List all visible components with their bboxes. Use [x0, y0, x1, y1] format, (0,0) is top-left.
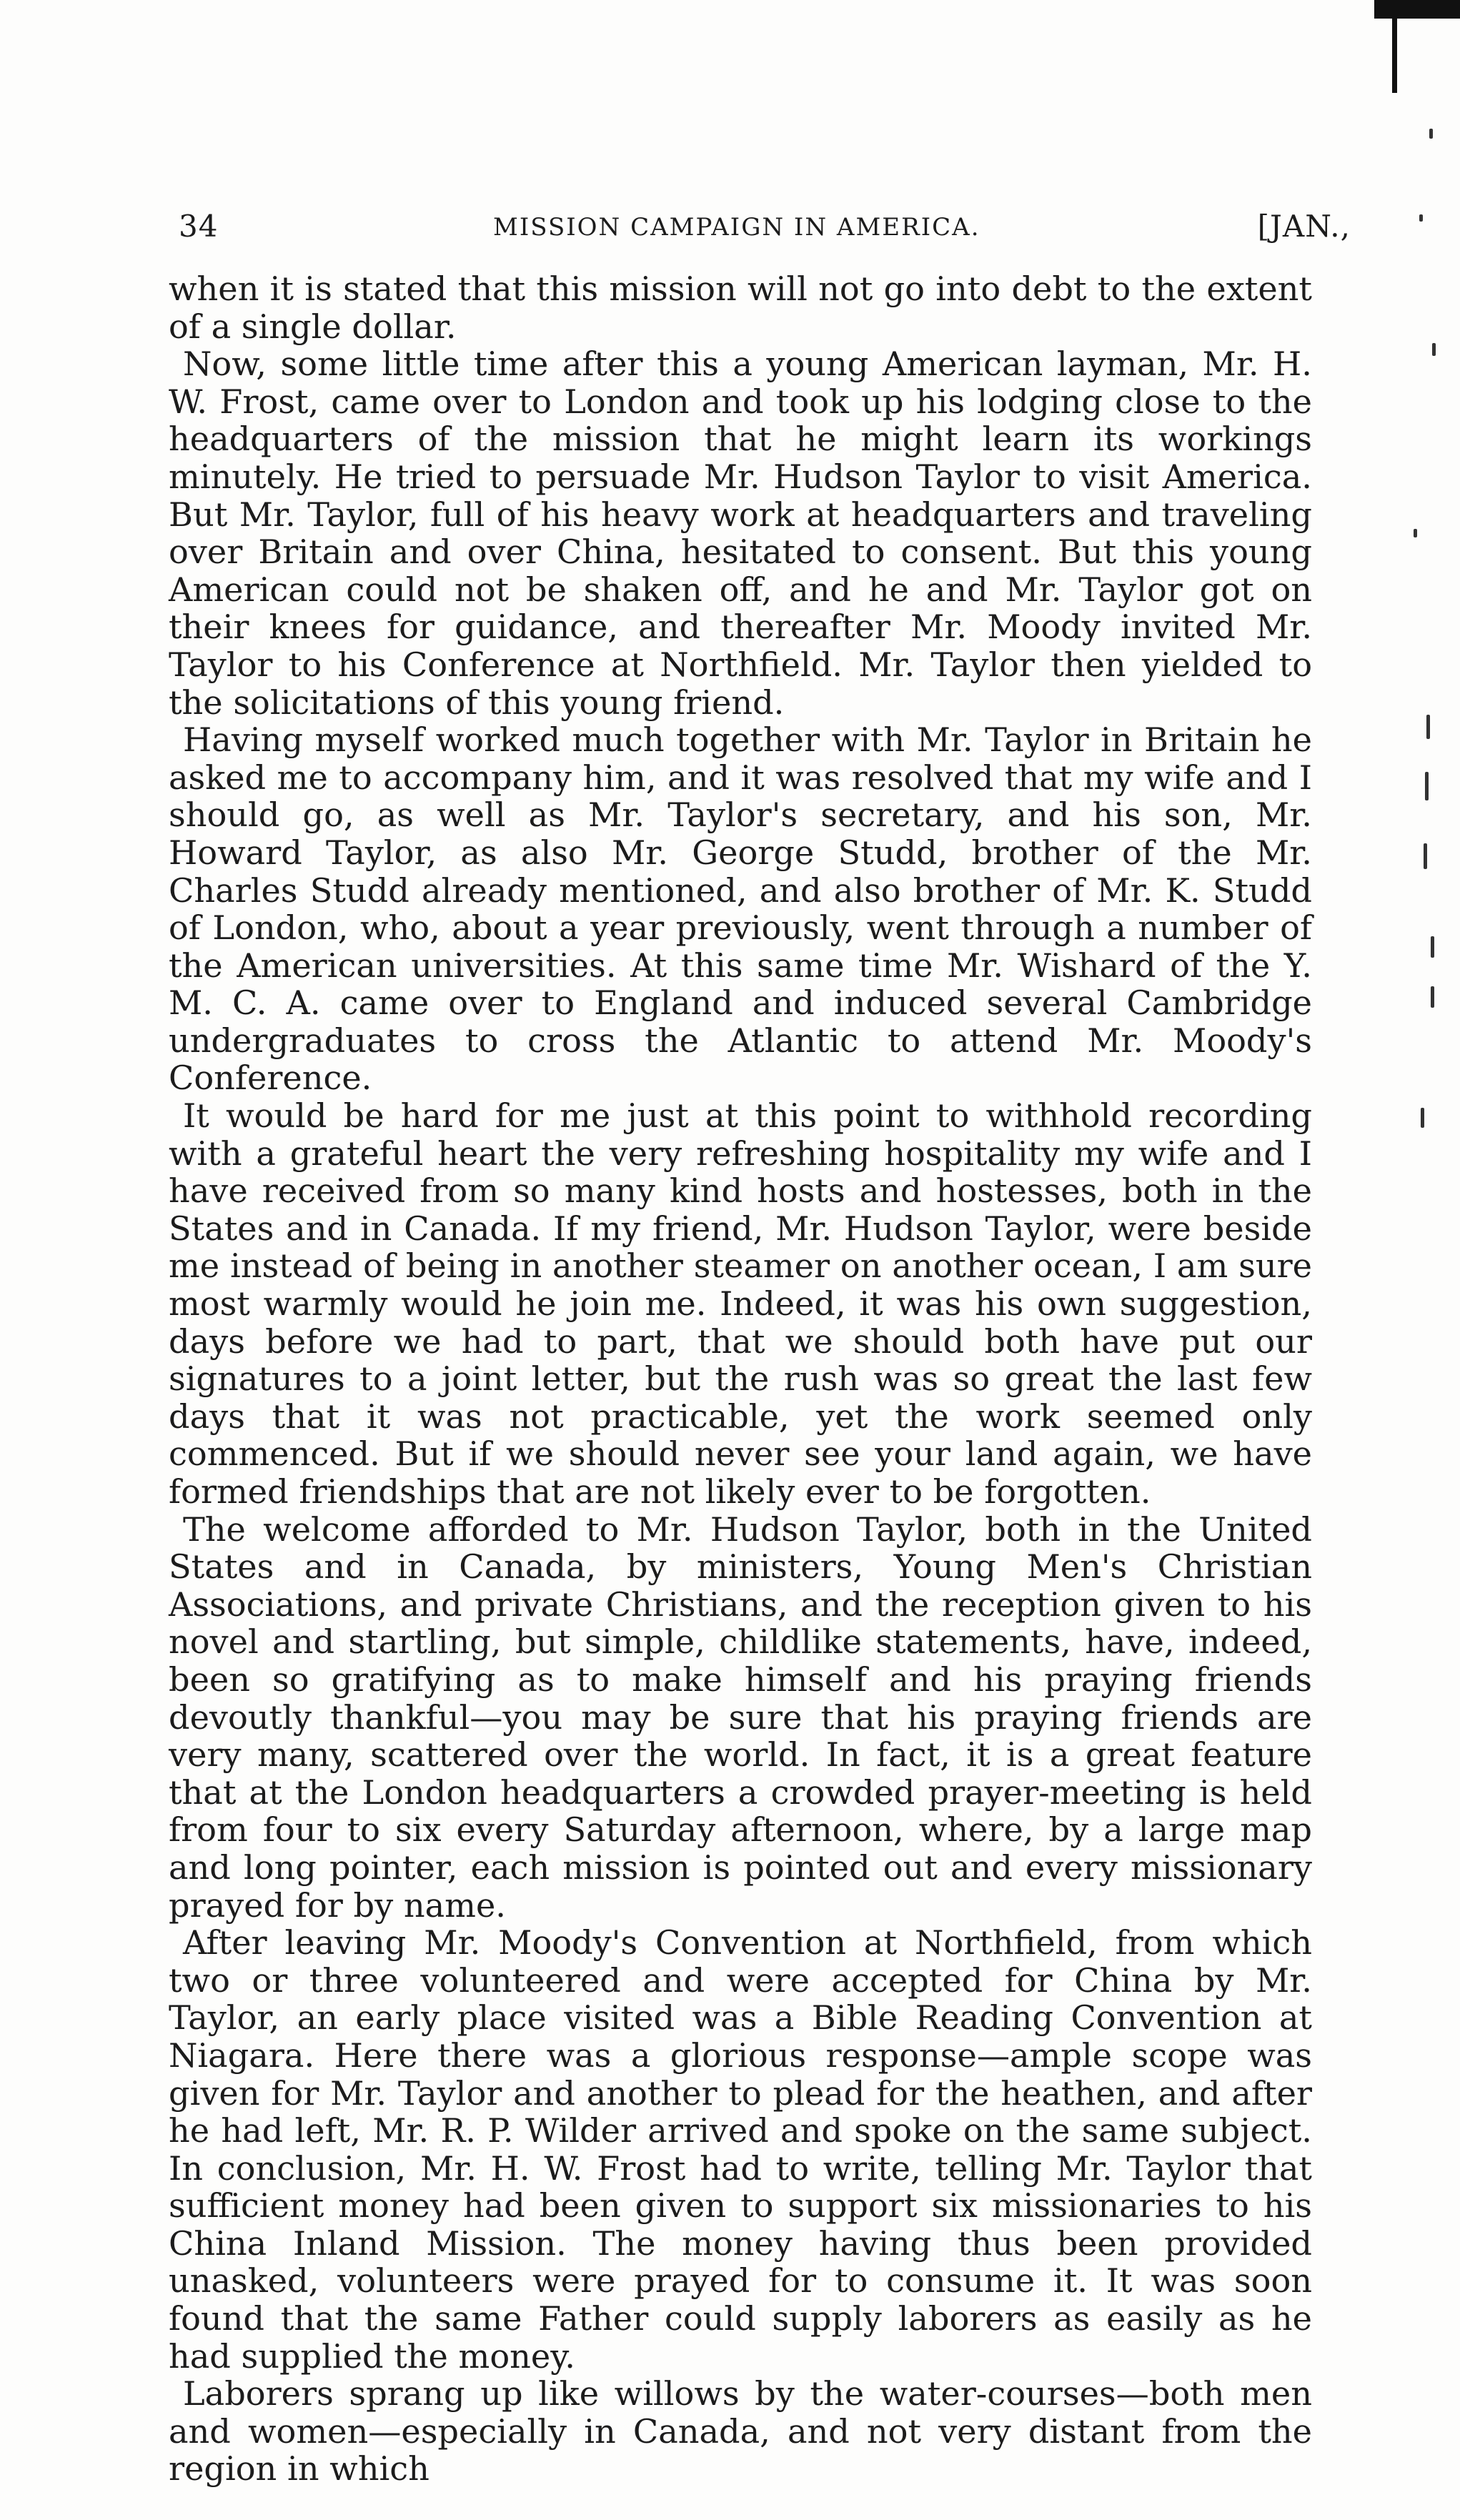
- page-number: 34: [179, 209, 219, 244]
- paragraph-continued: when it is stated that this mission will not go into debt to the extent of a single dollar.: [169, 269, 1312, 346]
- paragraph: The welcome afforded to Mr. Hudson Taylor, both in the United States and in Canada, by ministers, Young Men's Christian Associations, and private Christians, and the reception given to his novel and startling, but simple, childlike statements, have, indeed, been so gratifying as to make himself and his praying friends devoutly thankful—you may be sure that his praying friends are very many, scattered over the world. In fact, it is a great feature that at the London headquarters a crowded prayer-meeting is held from four to six every Saturday afternoon, where, by a large map and long pointer, each mission is pointed out and every missionary prayed for by name.: [169, 1509, 1312, 1925]
- scan-margin-specks: [1396, 129, 1439, 1201]
- scan-edge-mark: [1374, 0, 1460, 19]
- header-date: [JAN.,: [1257, 209, 1351, 244]
- paragraph: Laborers sprang up like willows by the water-courses—both men and women—especially in Canada, and not very distant from the region in which: [169, 2374, 1312, 2489]
- paragraph: It would be hard for me just at this point to withhold recording with a grateful heart the very refreshing hospitality my wife and I have received from so many kind hosts and hostesses, both in the States and in Canada. If my friend, Mr. Hudson Taylor, were beside me instead of being in another steamer on another ocean, I am sure most warmly would he join me. Indeed, it was his own suggestion, days before we had to part, that we should both have put our signatures to a joint letter, but the rush was so great the last few days that it was not practicable, yet the work seemed only commenced. But if we should never see your land again, we have formed friendships that are not likely ever to be forgotten.: [169, 1096, 1312, 1511]
- scan-edge-bar: [1392, 7, 1397, 93]
- paragraph: Now, some little time after this a young American layman, Mr. H. W. Frost, came over to London and took up his lodging close to the headquarters of the mission that he might learn its workings minutely. He tried to persuade Mr. Hudson Taylor to visit America. But Mr. Taylor, full of his heavy work at headquarters and traveling over Britain and over China, hesitated to consent. But this young American could not be shaken off, and he and Mr. Taylor got on their knees for guidance, and thereafter Mr. Moody invited Mr. Taylor to his Conference at Northfield. Mr. Taylor then yielded to the solicitations of this young friend.: [169, 344, 1312, 722]
- running-header: [179, 209, 1351, 252]
- running-title: MISSION CAMPAIGN IN AMERICA.: [493, 213, 980, 242]
- paragraph: After leaving Mr. Moody's Convention at Northfield, from which two or three volunteered and were accepted for China by Mr. Taylor, an early place visited was a Bible Reading Convention at Niagara. Here there was a glorious response—ample scope was given for Mr. Taylor and another to plead for the heathen, and after he had left, Mr. R. P. Wilder arrived and spoke on the same subject. In conclusion, Mr. H. W. Frost had to write, telling Mr. Taylor that sufficient money had been given to support six missionaries to his China Inland Mission. The money having thus been provided unasked, volunteers were prayed for to consume it. It was soon found that the same Father could supply laborers as easily as he had supplied the money.: [169, 1923, 1312, 2376]
- paragraph: Having myself worked much together with Mr. Taylor in Britain he asked me to accompany him, and it was resolved that my wife and I should go, as well as Mr. Taylor's secretary, and his son, Mr. Howard Taylor, as also Mr. George Studd, brother of the Mr. Charles Studd already mentioned, and also brother of Mr. K. Studd of London, who, about a year previously, went through a number of the American universities. At this same time Mr. Wishard of the Y. M. C. A. came over to England and induced several Cambridge undergraduates to cross the Atlantic to attend Mr. Moody's Conference.: [169, 720, 1312, 1098]
- page-body-text: [169, 270, 1312, 2488]
